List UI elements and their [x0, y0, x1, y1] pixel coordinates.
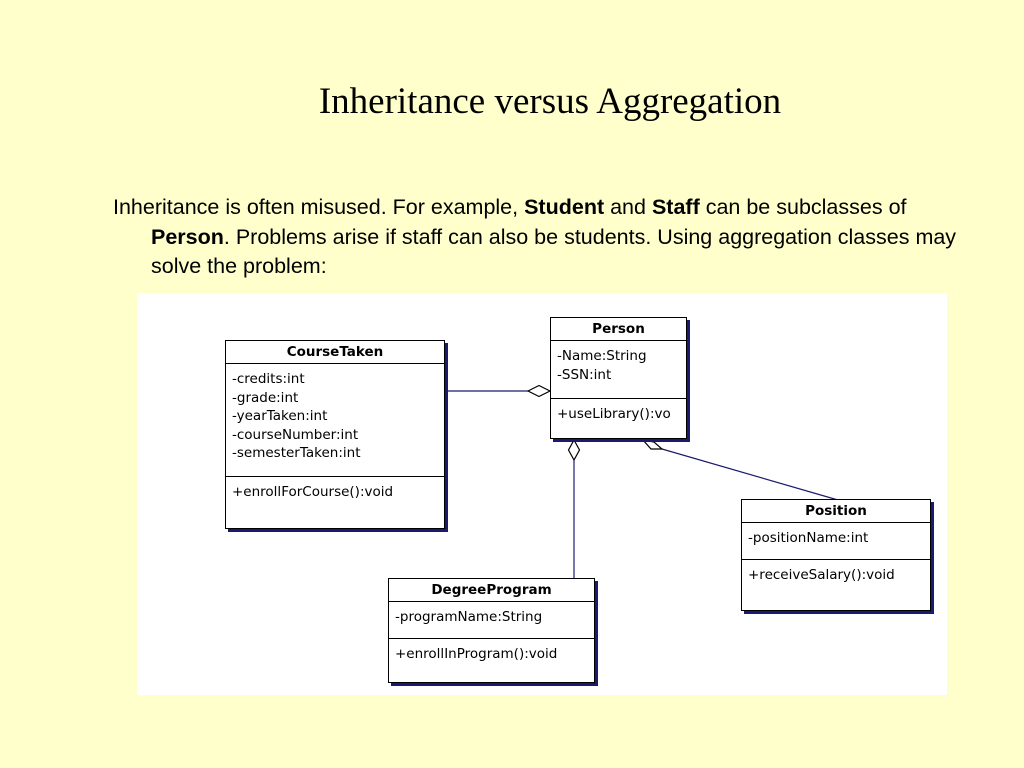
- attribute-yeartaken: -yearTaken:int: [232, 408, 328, 424]
- body-term-staff: Staff: [651, 195, 700, 219]
- attribute-credits: -credits:int: [232, 371, 305, 387]
- class-operations-degreeprogram: [389, 639, 594, 668]
- uml-class-person: [550, 317, 687, 439]
- class-operations-person: [551, 399, 686, 428]
- body-text-part-1: Inheritance is often misused. For example,: [113, 195, 525, 219]
- attribute-positionname: -positionName:int: [748, 530, 869, 546]
- class-attributes-coursetaken: [226, 364, 444, 477]
- body-term-person: Person: [151, 224, 224, 249]
- attribute-grade: -grade:int: [232, 389, 299, 406]
- class-attributes-position: [742, 523, 930, 560]
- class-operations-position: [742, 560, 930, 589]
- class-attributes-person: [551, 341, 686, 399]
- operation-receivesalary: +receiveSalary():void: [748, 567, 895, 583]
- uml-class-coursetaken: [225, 340, 445, 529]
- attribute-name: -Name:String: [557, 348, 647, 364]
- operation-uselibrary: +useLibrary():vo: [557, 406, 671, 422]
- class-attributes-degreeprogram: [389, 602, 594, 639]
- class-name-degreeprogram: DegreeProgram: [389, 579, 594, 602]
- aggregation-diamond-coursetaken: [528, 386, 550, 397]
- class-name-position: Position: [742, 500, 930, 523]
- body-text-part-4: . Problems arise if staff can also be students. Using aggregation classes may solve the problem:: [151, 224, 957, 278]
- body-term-student: Student: [524, 195, 605, 219]
- body-text-part-3: can be subclasses of: [699, 195, 907, 219]
- aggregation-diamond-degreeprogram: [569, 440, 580, 460]
- class-name-coursetaken: CourseTaken: [226, 341, 444, 364]
- association-line-position-person: [662, 449, 838, 500]
- aggregation-diamond-position: [643, 440, 662, 449]
- uml-class-position: [741, 499, 931, 611]
- operation-enrollinprogram: +enrollInProgram():void: [395, 646, 558, 662]
- slide-title: Inheritance versus Aggregation: [318, 81, 782, 122]
- uml-class-degreeprogram: [388, 578, 595, 683]
- class-name-person: Person: [551, 318, 686, 341]
- attribute-coursenumber: -courseNumber:int: [232, 426, 359, 443]
- attribute-semestertaken: -semesterTaken:int: [232, 445, 361, 461]
- attribute-ssn: -SSN:int: [557, 366, 612, 383]
- class-operations-coursetaken: [226, 477, 444, 506]
- body-text-part-2: and: [604, 195, 652, 219]
- attribute-programname: -programName:String: [395, 609, 543, 625]
- operation-enrollforcourse: +enrollForCourse():void: [232, 484, 394, 500]
